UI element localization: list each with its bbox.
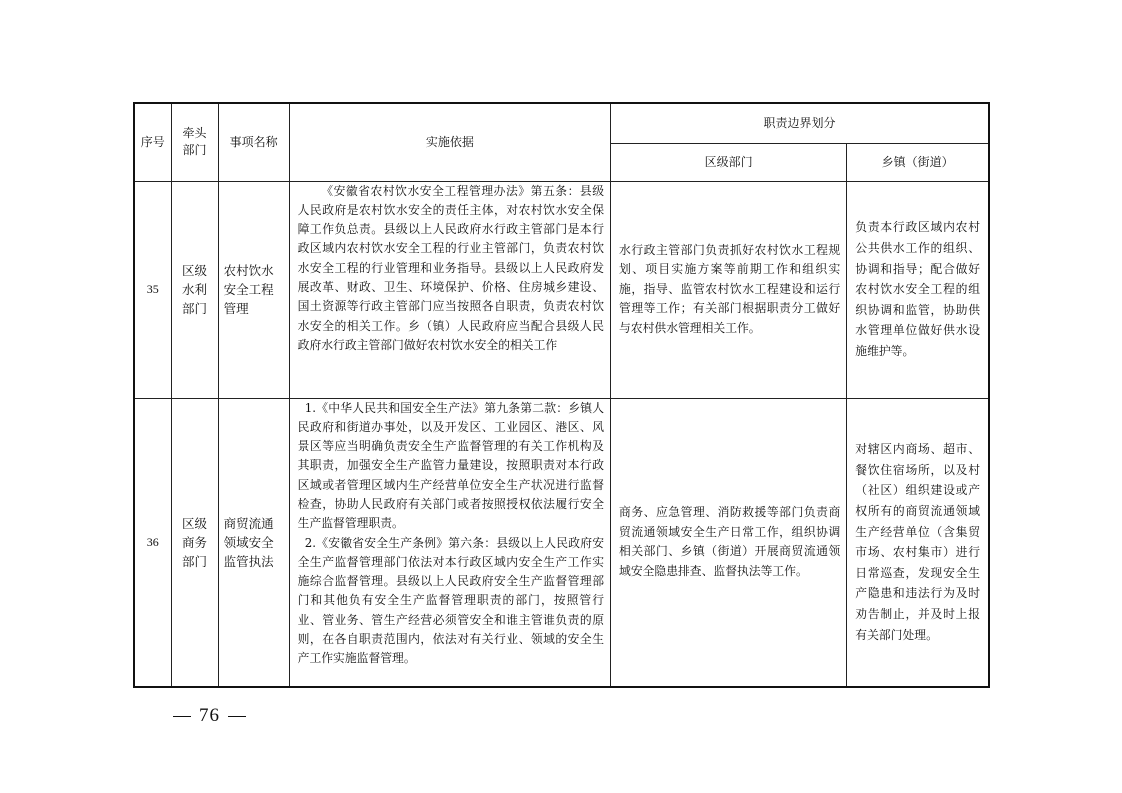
header-district: 区级部门 <box>611 143 847 181</box>
header-index: 序号 <box>134 103 171 181</box>
row-basis <box>289 181 610 398</box>
row-town-duty: 对辖区内商场、超市、餐饮住宿场所，以及村（社区）组织建设或产权所有的商贸流通领域生产经营单位（含集贸市场、农村集市）进行日常巡查，发现安全生产隐患和违法行为及时劝告制止，并及时上报有关部门处理。 <box>847 398 989 687</box>
page-number <box>165 705 254 727</box>
row-lead-dept <box>171 398 218 687</box>
table-row <box>134 398 989 687</box>
page-dash-right <box>228 716 246 718</box>
table-row <box>134 181 989 398</box>
row-lead-dept <box>171 181 218 398</box>
basis-paragraph: 1.《中华人民共和国安全生产法》第九条第二款：乡镇人民政府和街道办事处，以及开发区、工业园区、港区、风景区等应当明确负责安全生产监督管理的有关工作机构及其职责，加强安全生产监管力量建设，按照职责对本行政区域或者管理区域内生产经营单位安全生产状况进行监督检查，协助人民政府有关部门或者按照授权依法履行安全生产监督管理职责。 <box>297 400 605 531</box>
row-town-duty: 负责本行政区域内农村公共供水工作的组织、协调和指导；配合做好农村饮水安全工程的组织协调和监管，协助供水管理单位做好供水设施维护等。 <box>847 181 989 398</box>
row-district-duty: 水行政主管部门负责抓好农村饮水工程规划、项目实施方案等前期工作和组织实施，指导、监管农村饮水工程建设和运行管理等工作；有关部门根据职责分工做好与农村供水管理相关工作。 <box>611 181 847 398</box>
basis-paragraph: 2.《安徽省安全生产条例》第六条：县级以上人民政府安全生产监督管理部门依法对本行政区域内安全生产工作实施综合监督管理。县级以上人民政府安全生产监督管理部门和其他负有安全生产监督管理职责的部门，按照管行业、管业务、管生产经营必须管安全和谁主管谁负责的原则，在各自职责范围内，依法对有关行业、领域的安全生产工作实施监督管理。 <box>297 535 605 666</box>
responsibility-table <box>133 102 990 688</box>
header-basis: 实施依据 <box>289 103 610 181</box>
header-lead-dept-text: 牵头部门 <box>182 126 207 158</box>
row-item-name: 农村饮水安全工程管理 <box>218 181 289 398</box>
row-index: 36 <box>134 398 171 687</box>
row-item-name: 商贸流通领域安全监管执法 <box>218 398 289 687</box>
row-lead-dept-text: 区级商务部门 <box>182 515 208 569</box>
basis-paragraph: 《安徽省农村饮水安全工程管理办法》第五条：县级人民政府是农村饮水安全的责任主体，对农村饮水安全保障工作负总责。县级以上人民政府水行政主管部门是本行政区域内农村饮水安全工程的行业主管部门，负责农村饮水安全工程的行业管理和业务指导。县级以上人民政府发展改革、财政、卫生、环境保护、价格、住房城乡建设、国土资源等行政主管部门应当按照各自职责，负责农村饮水安全的相关工作。乡（镇）人民政府应当配合县级人民政府水行政主管部门做好农村饮水安全的相关工作 <box>297 183 605 352</box>
row-index: 35 <box>134 181 171 398</box>
header-town: 乡镇（街道） <box>847 143 989 181</box>
header-lead-dept <box>171 103 218 181</box>
page-dash-left <box>173 716 191 718</box>
page-number-text: 76 <box>199 705 220 726</box>
header-item-name: 事项名称 <box>218 103 289 181</box>
header-boundary: 职责边界划分 <box>611 103 989 143</box>
row-district-duty: 商务、应急管理、消防救援等部门负责商贸流通领域安全生产日常工作，组织协调相关部门、乡镇（街道）开展商贸流通领域安全隐患排查、监督执法等工作。 <box>611 398 847 687</box>
header-row-1 <box>134 103 989 143</box>
row-lead-dept-text: 区级水利部门 <box>182 263 208 316</box>
row-basis <box>289 398 610 687</box>
